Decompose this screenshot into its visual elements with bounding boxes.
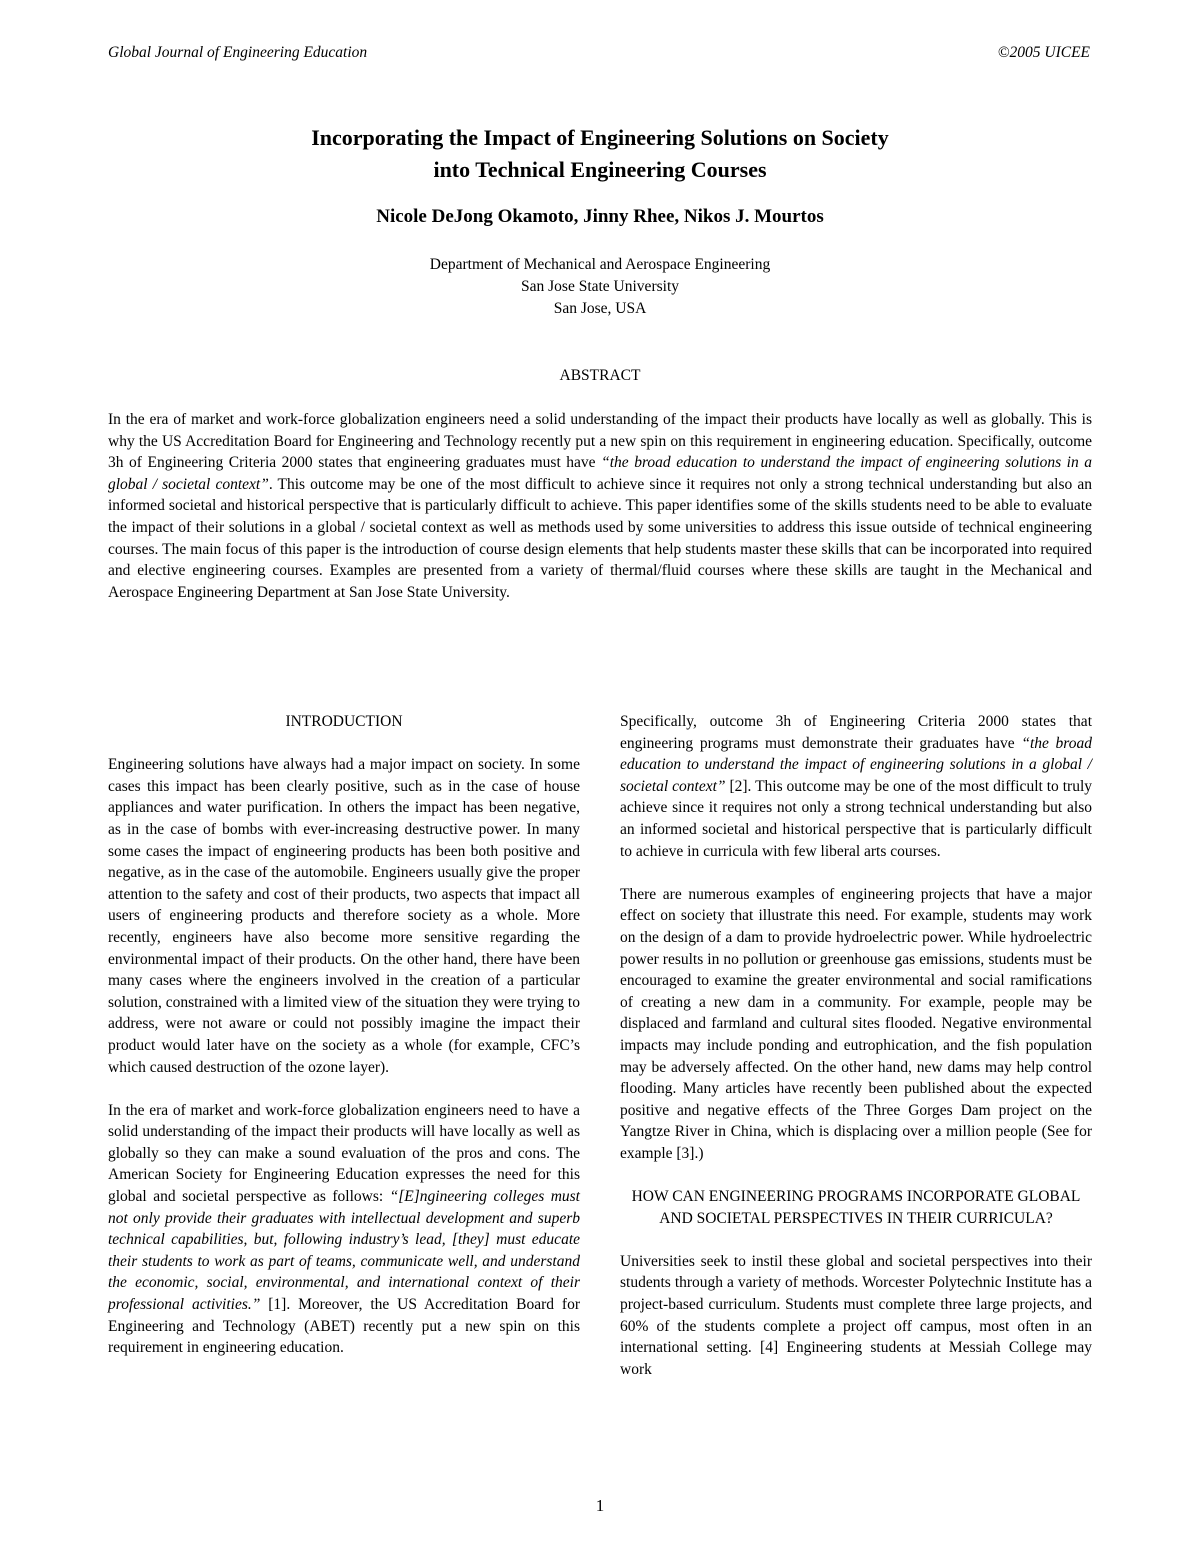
title-line-1: Incorporating the Impact of Engineering Solutions on Society (311, 125, 889, 150)
abstract-quote: “the broad education to understand the impact of engineering solutions in a global / societal context” (108, 454, 1092, 493)
abstract-part-2: . This outcome may be one of the most difficult to achieve since it requires not only a strong technical understanding but also an informed societal and historical perspective that is particularly difficult to achieve. This paper identifies some of the skills students need to be able to evaluate the impact of their solutions in a global / societal context as well as methods used by some universities to address this issue outside of technical engineering courses. The main focus of this paper is the introduction of course design elements that help students master these skills that can be incorporated into required and elective engineering courses. Examples are presented from a variety of thermal/fluid courses where these skills are taught in the Mechanical and Aerospace Engineering Department at San Jose State University. (108, 475, 1092, 601)
affiliation (100, 254, 1100, 320)
right-p1-part-1: Specifically, outcome 3h of Engineering Criteria 2000 states that engineering programs must demonstrate their graduates have (620, 713, 1092, 752)
university: San Jose State University (521, 278, 679, 295)
abstract-part-1: In the era of market and work-force globalization engineers need a solid understanding of the impact their products have locally as well as globally. This is why the US Accreditation Board for Engineering and Technology recently put a new spin on this requirement in engineering education. Specifically, outcome 3h of Engineering Criteria 2000 states that engineering graduates must have (108, 411, 1092, 472)
copyright-header: ©2005 UICEE (997, 44, 1090, 61)
title-line-2: into Technical Engineering Courses (433, 157, 767, 182)
right-paragraph-2: There are numerous examples of engineering projects that have a major effect on society that illustrate this need. For example, students may work on the design of a dam to provide hydroelectric power. While hydroelectric power results in no pollution or greenhouse gas emissions, students must be encouraged to examine the greater environmental and social ramifications of creating a new dam in a community. For example, people may be displaced and farmland and cultural sites flooded. Negative environmental impacts may include ponding and eutrophication, and the fish population may be adversely affected. On the other hand, new dams may help control flooding. Many articles have recently been published about the expected positive and negative effects of the Three Gorges Dam project on the Yangtze River in China, which is displacing over a million people (See for example [3].) (620, 885, 1092, 1162)
intro-paragraph-2 (108, 1100, 580, 1359)
abstract-heading: ABSTRACT (559, 367, 641, 384)
right-column (620, 711, 1092, 1380)
journal-header: Global Journal of Engineering Education (108, 44, 368, 61)
intro-p2-part-2: [1]. Moreover, the US Accreditation Board for Engineering and Technology (ABET) recently put a new spin on this requirement in engineering education. (108, 1296, 580, 1357)
asee-quote: “[E]ngineering colleges must not only provide their graduates with intellectual development and superb technical capabilities, but, following industry’s lead, [they] must educate their students to work as part of teams, communicate well, and understand the economic, social, environmental, and international context of their professional activities.” (108, 1188, 580, 1314)
left-column (108, 711, 580, 1359)
abet-quote: “the broad education to understand the impact of engineering solutions in a global / societal context” (620, 734, 1093, 795)
authors: Nicole DeJong Okamoto, Jinny Rhee, Nikos J. Mourtos (376, 206, 824, 227)
right-paragraph-1 (620, 711, 1092, 862)
intro-paragraph-1: Engineering solutions have always had a major impact on society. In some cases this impact has been clearly positive, such as in the case of house appliances and water purification. In others the impact has been negative, as in the case of bombs with ever-increasing destructive power. In many some cases the impact of engineering products has been both positive and negative, as in the case of the automobile. Engineers usually give the proper attention to the safety and cost of their products, two aspects that impact all users of engineering products and therefore society as a whole. More recently, engineers have also become more sensitive regarding the environmental impact of their products. On the other hand, there have been many cases where the engineers involved in the creation of a particular solution, constrained with a limited view of the situation they were trying to address, were not aware or could not possibly imagine the impact their product would later have on the society as a whole (for example, CFC’s which caused destruction of the ozone layer). (108, 756, 580, 1076)
page-number: 1 (595, 1496, 605, 1515)
department: Department of Mechanical and Aerospace Engineering (429, 256, 771, 273)
paper-title (100, 122, 1100, 186)
intro-p2-part-1: In the era of market and work-force globalization engineers need to have a solid understanding of the impact their products will have locally as well as globally so they can make a sound evaluation of the pros and cons. The American Society for Engineering Education expresses the need for this global and societal perspective as follows: (108, 1101, 580, 1206)
section-heading-2: HOW CAN ENGINEERING PROGRAMS INCORPORATE GLOBAL AND SOCIETAL PERSPECTIVES IN THEIR CURRICULA? (631, 1188, 1081, 1227)
introduction-heading: INTRODUCTION (285, 713, 403, 730)
location: San Jose, USA (553, 300, 647, 317)
abstract-text (108, 409, 1092, 603)
right-p1-part-2: [2]. This outcome may be one of the most difficult to truly achieve since it requires not only a strong technical understanding but also an informed societal and historical perspective that is particularly difficult to achieve in curricula with few liberal arts courses. (620, 777, 1093, 860)
right-paragraph-3: Universities seek to instil these global and societal perspectives into their students through a variety of methods. Worcester Polytechnic Institute has a project-based curriculum. Students must complete three large projects, and 60% of the students complete a project off campus, most often in an international setting. [4] Engineering students at Messiah College may work (620, 1252, 1092, 1378)
